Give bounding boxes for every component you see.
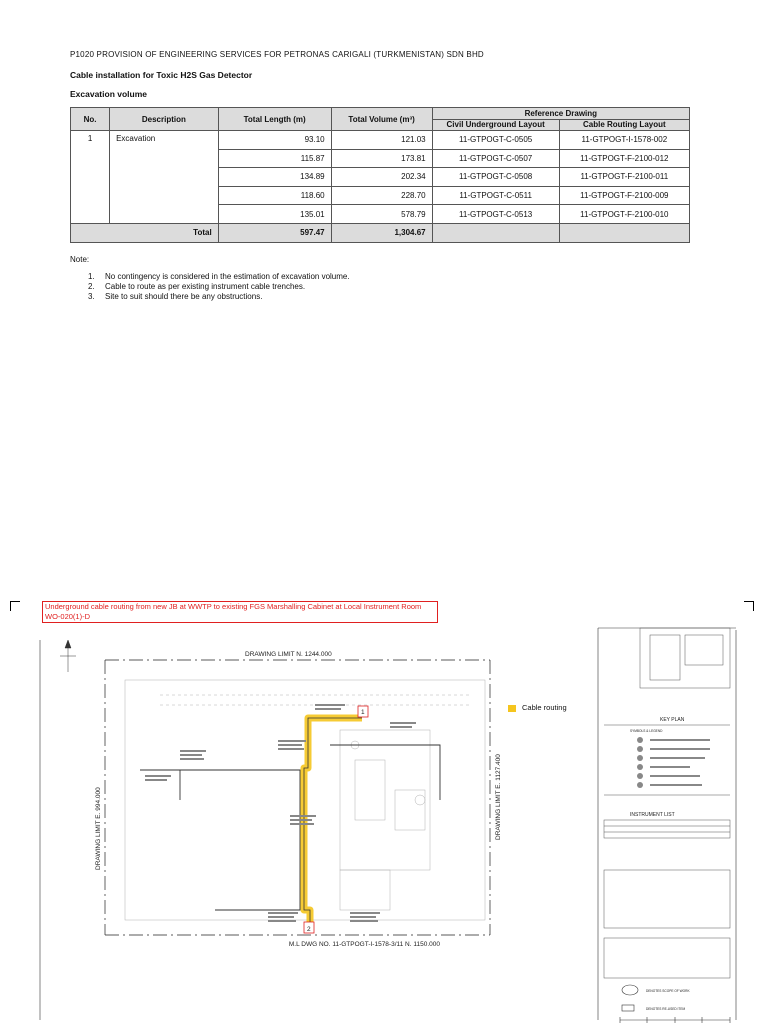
note-item [88, 282, 350, 292]
symbols-title: SYMBOLS & LEGEND [630, 729, 663, 733]
cable-routing-drawing [0, 610, 768, 1024]
civil-drawing-cell: 11-GTPOGT-C-0511 [432, 186, 559, 205]
match-line-label: M.L DWG NO. 11-GTPOGT-I-1578-3/11 N. 1150.000 [288, 941, 440, 948]
note-text: Site to suit should there be any obstructions. [105, 292, 263, 301]
excavation-volume-table [70, 107, 690, 243]
section-title: Excavation volume [70, 89, 148, 99]
header-civil-layout: Civil Underground Layout [432, 119, 559, 131]
total-row [71, 223, 690, 242]
volume-cell: 202.34 [331, 168, 432, 187]
routing-drawing-cell: 11-GTPOGT-I-1578-002 [559, 131, 689, 150]
note-item [88, 292, 350, 302]
volume-cell: 578.79 [331, 205, 432, 224]
note-text: Cable to route as per existing instrument cable trenches. [105, 282, 306, 291]
document-subtitle: Cable installation for Toxic H2S Gas Detector [70, 70, 253, 80]
table-row [71, 131, 690, 150]
civil-drawing-cell: 11-GTPOGT-C-0505 [432, 131, 559, 150]
total-volume: 1,304.67 [331, 223, 432, 242]
legend [508, 703, 567, 712]
limit-label-west: DRAWING LIMIT E. 994.000 [95, 787, 102, 870]
notes-title: Note: [70, 255, 90, 264]
header-total-length: Total Length (m) [218, 108, 331, 131]
volume-cell: 228.70 [331, 186, 432, 205]
drawing-annotations [145, 704, 416, 922]
denotes-reused-label: DENOTES RE-USED ITEM [646, 1007, 686, 1011]
routing-drawing-cell: 11-GTPOGT-F-2100-012 [559, 149, 689, 168]
notes-list [88, 272, 350, 302]
scope-cloud-symbol [622, 985, 638, 995]
volume-cell: 121.03 [331, 131, 432, 150]
length-cell: 93.10 [218, 131, 331, 150]
jb-details [604, 870, 730, 928]
limit-label-east: DRAWING LIMIT E. 1127.400 [495, 754, 502, 840]
total-length: 597.47 [218, 223, 331, 242]
existing-trench [140, 770, 300, 910]
legend-label: Cable routing [522, 703, 567, 712]
note-number: 1. [88, 272, 95, 281]
callout-line-2: WO-020(1)-D [45, 612, 91, 621]
note-text: No contingency is considered in the estimation of excavation volume. [105, 272, 350, 281]
header-description: Description [110, 108, 219, 131]
civil-drawing-cell: 11-GTPOGT-C-0507 [432, 149, 559, 168]
header-reference-drawing: Reference Drawing [432, 108, 689, 120]
note-item [88, 272, 350, 282]
title-block [604, 938, 730, 978]
note-number: 2. [88, 282, 95, 291]
civil-drawing-cell: 11-GTPOGT-C-0513 [432, 205, 559, 224]
empty-cell [432, 223, 559, 242]
header-total-volume: Total Volume (m³) [331, 108, 432, 131]
length-cell: 115.87 [218, 149, 331, 168]
north-arrow [60, 640, 76, 672]
routing-drawing-cell: 11-GTPOGT-F-2100-010 [559, 205, 689, 224]
drawing-callout [42, 601, 438, 623]
routing-drawing-cell: 11-GTPOGT-F-2100-011 [559, 168, 689, 187]
header-no: No. [71, 108, 110, 131]
length-cell: 118.60 [218, 186, 331, 205]
symbol-legend-rows [637, 737, 710, 788]
note-number: 3. [88, 292, 95, 301]
limit-label-north: DRAWING LIMIT N. 1244.000 [245, 651, 332, 658]
legend-swatch [508, 705, 516, 712]
empty-cell [559, 223, 689, 242]
instrument-list-table [604, 820, 730, 838]
row-number: 1 [71, 131, 110, 224]
length-cell: 135.01 [218, 205, 331, 224]
callout-line-1: Underground cable routing from new JB at WWTP to existing FGS Marshalling Cabinet at Local Instrument Room [45, 602, 422, 611]
routing-drawing-cell: 11-GTPOGT-F-2100-009 [559, 186, 689, 205]
denotes-scope-label: DENOTES SCOPE OF WORK [646, 989, 690, 993]
header-cable-routing: Cable Routing Layout [559, 119, 689, 131]
key-plan-label: KEY PLAN [660, 717, 685, 723]
scale-bar [620, 1017, 730, 1023]
length-cell: 134.89 [218, 168, 331, 187]
civil-drawing-cell: 11-GTPOGT-C-0508 [432, 168, 559, 187]
marker-1-label: 1 [361, 709, 365, 716]
instrument-list-label: INSTRUMENT LIST [630, 812, 675, 818]
project-title: P1020 PROVISION OF ENGINEERING SERVICES FOR PETRONAS CARIGALI (TURKMENISTAN) SDN BHD [70, 50, 484, 59]
total-label: Total [71, 223, 219, 242]
volume-cell: 173.81 [331, 149, 432, 168]
row-description: Excavation [110, 131, 219, 224]
marker-2-label: 2 [307, 926, 311, 933]
